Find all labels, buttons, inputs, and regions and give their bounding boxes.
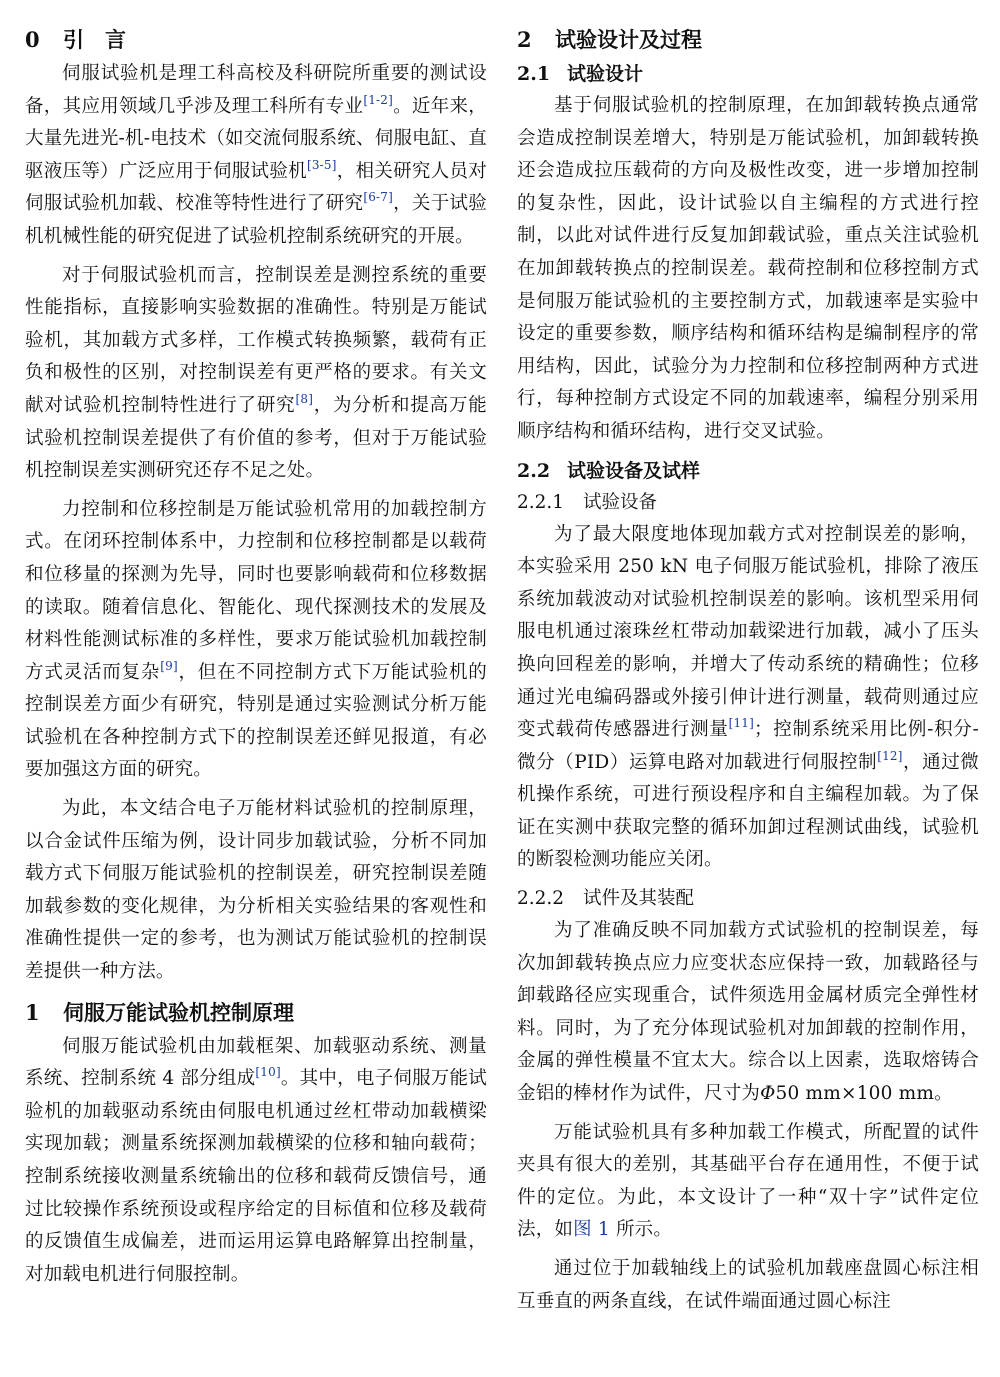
figure-link[interactable]: 图 1	[573, 1219, 610, 1241]
paragraph: 对于伺服试验机而言，控制误差是测控系统的重要性能指标，直接影响实验数据的准确性。特别是万能试验机，其加载方式多样，工作模式转换频繁，载荷有正负和极性的区别，对控制误差有更严格的要求。有关文献对试验机控制特性进行了研究[8]，为分析和提高万能试验机控制误差提供了有价值的参考，但对于万能试验机控制误差实测研究还存不足之处。	[25, 264, 487, 482]
paragraph: 力控制和位移控制是万能试验机常用的加载控制方式。在闭环控制体系中，力控制和位移控制都是以载荷和位移量的探测为先导，同时也要影响载荷和位移数据的读取。随着信息化、智能化、现代探测技术的发展及材料性能测试标准的多样性，要求万能试验机加载控制方式灵活而复杂[9]，但在不同控制方式下万能试验机的控制误差方面少有研究，特别是通过实验测试分析万能试验机在各种控制方式下的控制误差还鲜见报道，有必要加强这方面的研究。	[25, 498, 487, 781]
paragraph: 为了最大限度地体现加载方式对控制误差的影响，本实验采用 250 kN 电子伺服万能试验机，排除了液压系统加载波动对试验机控制误差的影响。该机型采用伺服电机通过滚珠丝杠带动加载梁进行加载，减小了压头换向回程差的影响，并增大了传动系统的精确性；位移通过光电编码器或外接引伸计进行测量，载荷则通过应变式载荷传感器进行测量[11]；控制系统采用比例-积分-微分（PID）运算电路对加载进行伺服控制[12]，通过微机操作系统，可进行预设程序和自主编程加载。为了保证在实测中获取完整的循环加卸过程测试曲线，试验机的断裂检测功能应关闭。	[517, 523, 979, 871]
paragraph: 为此，本文结合电子万能材料试验机的控制原理，以合金试件压缩为例，设计同步加载试验，分析不同加载方式下伺服万能试验机的控制误差，研究控制误差随加载参数的变化规律，为分析相关实验结果的客观性和准确性提供一定的参考，也为测试万能试验机的控制误差提供一种方法。	[25, 798, 487, 983]
paragraph: 伺服万能试验机由加载框架、加载驱动系统、测量系统、控制系统 4 部分组成[10]。其中，电子伺服万能试验机的加载驱动系统由伺服电机通过丝杠带动加载横梁实现加载；测量系统探测加载横梁的位移和轴向载荷；控制系统接收测量系统输出的位移和载荷反馈信号，通过比较操作系统预设或程序给定的目标值和位移及载荷的反馈值生成偏差，进而运用运算电路解算出控制量，对加载电机进行伺服控制。	[25, 1035, 487, 1285]
citation[interactable]: [8]	[295, 391, 314, 406]
paragraph: 基于伺服试验机的控制原理，在加卸载转换点通常会造成控制误差增大，特别是万能试验机，加卸载转换还会造成拉压载荷的方向及极性改变，进一步增加控制的复杂性，因此，设计试验以自主编程的方式进行控制，以此对试件进行反复加卸载试验，重点关注试验机在加卸载转换点的控制误差。载荷控制和位移控制方式是伺服万能试验机的主要控制方式，加载速率是实验中设定的重要参数，顺序结构和循环结构是编制程序的常用结构，因此，试验分为力控制和位移控制两种方式进行，每种控制方式设定不同的加载速率，编程分别采用顺序结构和循环结构，进行交叉试验。	[517, 95, 979, 442]
right-column	[517, 22, 979, 1324]
citation[interactable]: [3-5]	[306, 157, 337, 172]
subsection-heading-2-2: 2.2 试验设备及试样	[517, 459, 701, 482]
citation[interactable]: [6-7]	[363, 190, 394, 205]
citation[interactable]: [11]	[728, 716, 754, 731]
subsubsection-heading-2-2-1: 2.2.1 试验设备	[517, 491, 658, 513]
paragraph: 通过位于加载轴线上的试验机加载座盘圆心标注相互垂直的两条直线，在试件端面通过圆心标注	[517, 1258, 979, 1312]
section-heading-2: 2 试验设计及过程	[517, 27, 702, 52]
citation[interactable]: [10]	[255, 1065, 281, 1080]
left-column	[25, 22, 487, 1297]
paragraph: 为了准确反映不同加载方式试验机的控制误差，每次加卸载转换点应力应变状态应保持一致，加载路径与卸载路径应实现重合，试件须选用金属材质完全弹性材料。同时，为了充分体现试验机对加卸载的控制作用，金属的弹性模量不宜太大。综合以上因素，选取熔铸合金铝的棒材作为试件，尺寸为Φ50 mm×100 mm。	[517, 920, 979, 1105]
subsubsection-heading-2-2-2: 2.2.2 试件及其装配	[517, 888, 695, 910]
paragraph: 万能试验机具有多种加载工作模式，所配置的试件夹具有很大的差别，其基础平台存在通用性，不便于试件的定位。为此，本文设计了一种“双十字”试件定位法，如图 1 所示。	[517, 1121, 979, 1241]
subsection-heading-2-1: 2.1 试验设计	[517, 63, 644, 85]
section-heading-intro: 0 引 言	[25, 27, 126, 52]
paragraph: 伺服试验机是理工科高校及科研院所重要的测试设备，其应用领域几乎涉及理工科所有专业[1-2]。近年来，大量先进光-机-电技术（如交流伺服系统、伺服电缸、直驱液压等）广泛应用于伺服试验机[3-5]，相关研究人员对伺服试验机加载、校准等特性进行了研究[6-7]，关于试验机机械性能的研究促进了试验机控制系统研究的开展。	[25, 63, 487, 247]
citation[interactable]: [1-2]	[363, 92, 394, 107]
citation[interactable]: [9]	[160, 658, 178, 673]
section-heading-1: 1 伺服万能试验机控制原理	[25, 999, 294, 1025]
phi-symbol: Φ	[760, 1083, 776, 1105]
citation[interactable]: [12]	[877, 748, 903, 763]
